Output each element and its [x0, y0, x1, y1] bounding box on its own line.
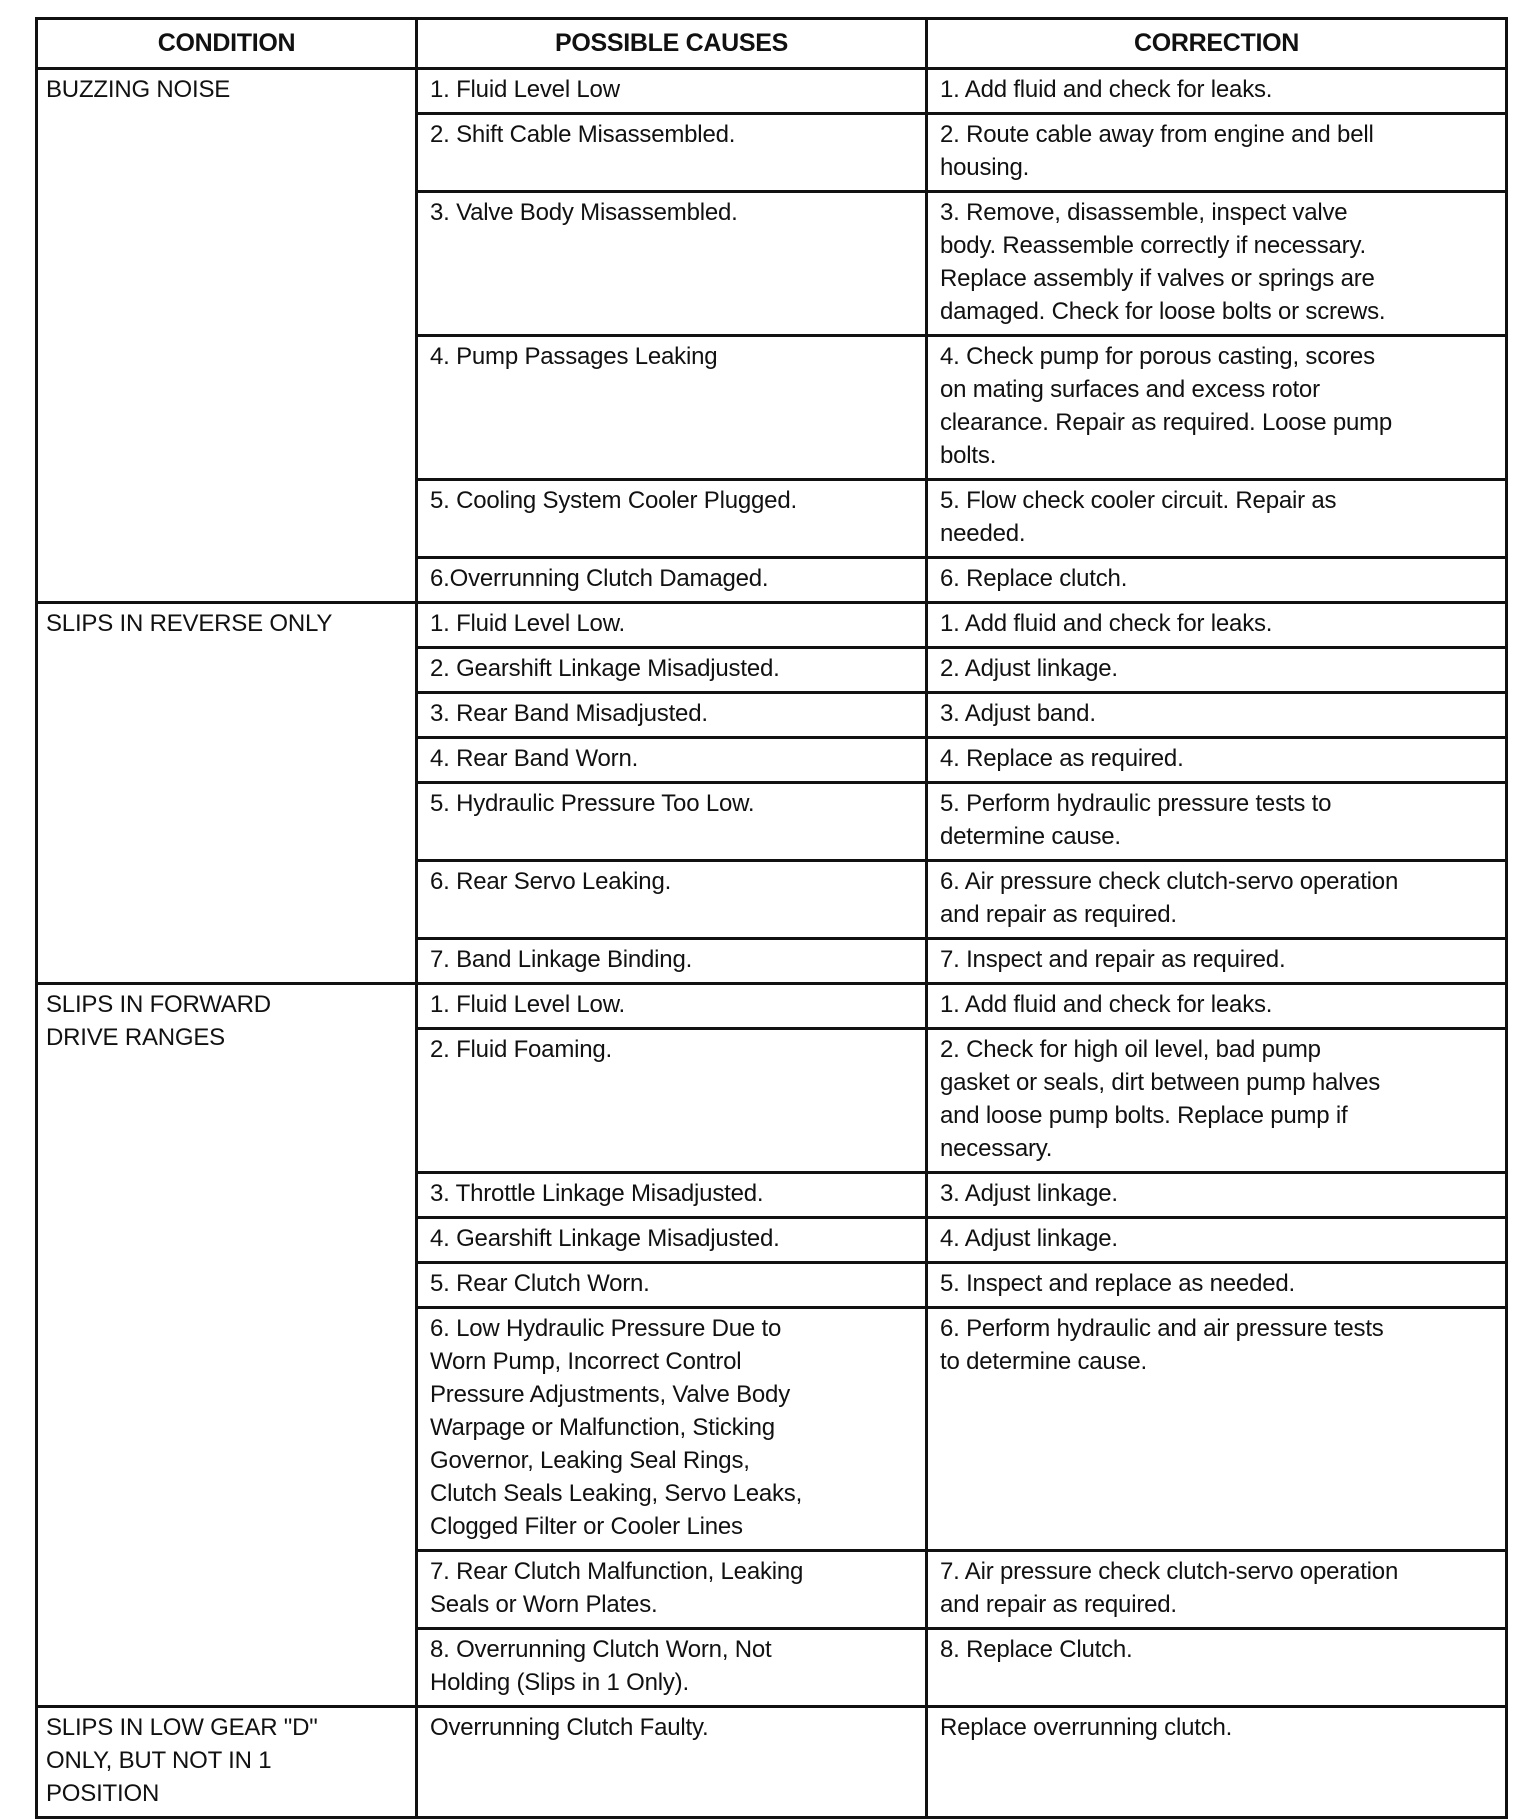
table-row [37, 1707, 1507, 1818]
table-row [37, 69, 1507, 114]
cause-cell: 5. Hydraulic Pressure Too Low. [417, 783, 927, 861]
cause-cell: 5. Cooling System Cooler Plugged. [417, 480, 927, 558]
correction-cell: 6. Perform hydraulic and air pressure tests to determine cause. [927, 1308, 1507, 1551]
condition-cell: SLIPS IN LOW GEAR "D" ONLY, BUT NOT IN 1 POSITION [37, 1707, 417, 1818]
cause-cell: Overrunning Clutch Faulty. [417, 1707, 927, 1818]
cause-cell: 4. Gearshift Linkage Misadjusted. [417, 1218, 927, 1263]
cause-cell: 8. Overrunning Clutch Worn, Not Holding (Slips in 1 Only). [417, 1629, 927, 1707]
table-body [37, 69, 1507, 1818]
cause-cell: 5. Rear Clutch Worn. [417, 1263, 927, 1308]
correction-cell: 3. Remove, disassemble, inspect valve body. Reassemble correctly if necessary. Replace assembly if valves or springs are damaged. Check for loose bolts or screws. [927, 192, 1507, 336]
correction-cell: 4. Replace as required. [927, 738, 1507, 783]
correction-cell: 5. Flow check cooler circuit. Repair as needed. [927, 480, 1507, 558]
cause-cell: 2. Gearshift Linkage Misadjusted. [417, 648, 927, 693]
correction-cell: 1. Add fluid and check for leaks. [927, 984, 1507, 1029]
cause-cell: 4. Pump Passages Leaking [417, 336, 927, 480]
correction-cell: 3. Adjust linkage. [927, 1173, 1507, 1218]
correction-cell: 4. Adjust linkage. [927, 1218, 1507, 1263]
cause-cell: 3. Throttle Linkage Misadjusted. [417, 1173, 927, 1218]
table-row [37, 603, 1507, 648]
correction-cell: 3. Adjust band. [927, 693, 1507, 738]
correction-cell: 5. Perform hydraulic pressure tests to determine cause. [927, 783, 1507, 861]
cause-cell: 7. Band Linkage Binding. [417, 939, 927, 984]
cause-cell: 1. Fluid Level Low. [417, 984, 927, 1029]
correction-cell: 6. Replace clutch. [927, 558, 1507, 603]
cause-cell: 1. Fluid Level Low [417, 69, 927, 114]
cause-cell: 2. Shift Cable Misassembled. [417, 114, 927, 192]
cause-cell: 6.Overrunning Clutch Damaged. [417, 558, 927, 603]
header-condition: CONDITION [37, 19, 417, 69]
header-possible-causes: POSSIBLE CAUSES [417, 19, 927, 69]
correction-cell: 4. Check pump for porous casting, scores on mating surfaces and excess rotor clearance. Repair as required. Loose pump bolts. [927, 336, 1507, 480]
condition-cell: SLIPS IN FORWARD DRIVE RANGES [37, 984, 417, 1707]
correction-cell: 7. Inspect and repair as required. [927, 939, 1507, 984]
table-row [37, 984, 1507, 1029]
cause-cell: 7. Rear Clutch Malfunction, Leaking Seals or Worn Plates. [417, 1551, 927, 1629]
header-correction: CORRECTION [927, 19, 1507, 69]
cause-cell: 6. Low Hydraulic Pressure Due to Worn Pump, Incorrect Control Pressure Adjustments, Valve Body Warpage or Malfunction, Sticking Governor, Leaking Seal Rings, Clutch Seals Leaking, Servo Leaks, Clogged Filter or Cooler Lines [417, 1308, 927, 1551]
correction-cell: 2. Adjust linkage. [927, 648, 1507, 693]
cause-cell: 1. Fluid Level Low. [417, 603, 927, 648]
cause-cell: 4. Rear Band Worn. [417, 738, 927, 783]
cause-cell: 6. Rear Servo Leaking. [417, 861, 927, 939]
correction-cell: 6. Air pressure check clutch-servo operation and repair as required. [927, 861, 1507, 939]
cause-cell: 3. Rear Band Misadjusted. [417, 693, 927, 738]
correction-cell: Replace overrunning clutch. [927, 1707, 1507, 1818]
condition-cell: BUZZING NOISE [37, 69, 417, 603]
correction-cell: 8. Replace Clutch. [927, 1629, 1507, 1707]
correction-cell: 1. Add fluid and check for leaks. [927, 603, 1507, 648]
correction-cell: 5. Inspect and replace as needed. [927, 1263, 1507, 1308]
troubleshooting-table [35, 17, 1508, 1819]
correction-cell: 7. Air pressure check clutch-servo operation and repair as required. [927, 1551, 1507, 1629]
cause-cell: 3. Valve Body Misassembled. [417, 192, 927, 336]
correction-cell: 2. Check for high oil level, bad pump gasket or seals, dirt between pump halves and loose pump bolts. Replace pump if necessary. [927, 1029, 1507, 1173]
correction-cell: 1. Add fluid and check for leaks. [927, 69, 1507, 114]
correction-cell: 2. Route cable away from engine and bell housing. [927, 114, 1507, 192]
header-row [37, 19, 1507, 69]
condition-cell: SLIPS IN REVERSE ONLY [37, 603, 417, 984]
cause-cell: 2. Fluid Foaming. [417, 1029, 927, 1173]
